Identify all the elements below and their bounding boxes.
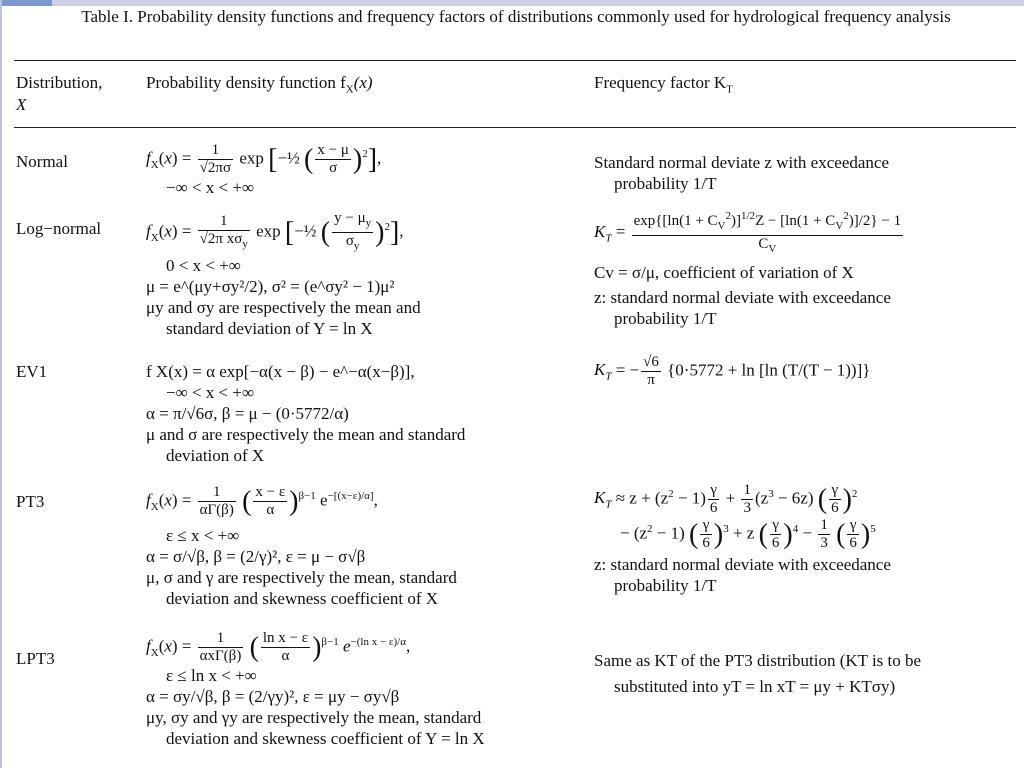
row-ev1-ff — [594, 354, 1014, 389]
pt3-pdf-line-1: ε ≤ x < +∞ — [166, 526, 240, 545]
ev1-pdf-line-5: deviation of X — [166, 446, 265, 465]
pt3-pdf-formula: $f_X(x)$ = $\frac{1}{\alpha\Gamma(\beta)}$ ( $\frac{x - \varepsilon}{\alpha}$ )$^{\beta-1}$ $e^{-[(x-\varepsilon)/\alpha]}$, — [146, 484, 378, 518]
left-bar — [0, 0, 2, 768]
lpt3-pdf-line-4: deviation and skewness coefficient of Y = ln X — [166, 729, 485, 748]
header-ff-label: Frequency factor K — [594, 73, 727, 92]
normal-ff-line-2: probability 1/T — [614, 174, 717, 193]
ev1-pdf-line-2: −∞ < x < +∞ — [166, 383, 255, 402]
lognormal-pdf-line-4: standard deviation of Y = ln X — [166, 319, 373, 338]
header-pdf-sub: X — [345, 83, 354, 96]
pt3-ff-line-1: z: standard normal deviate with exceedance — [594, 555, 891, 574]
ev1-pdf-line-3: α = π/√6σ, β = μ − (0·5772/α) — [146, 404, 349, 423]
top-rule — [14, 60, 1016, 61]
header-pdf — [146, 72, 373, 100]
lognormal-pdf-line-3: μy and σy are respectively the mean and — [146, 298, 421, 317]
row-lpt3-ff — [594, 648, 1014, 700]
lpt3-ff-line-2: substituted into yT = ln xT = μy + KTσy) — [614, 677, 896, 696]
normal-pdf-formula: $f_X(x)$ = $\frac{1}{√2\pi\sigma}$ exp [−½ ( $\frac{x - \mu}{\sigma}$ )$^2$], — [146, 142, 382, 176]
row-lognormal-pdf — [146, 210, 586, 339]
normal-pdf-line-1: −∞ < x < +∞ — [166, 178, 255, 197]
header-pdf-label: Probability density function f — [146, 73, 346, 92]
table-caption: Table I. Probability density functions and frequency factors of distributions commonly used for hydrological frequency analysis — [81, 7, 951, 26]
lpt3-ff-line-1: Same as KT of the PT3 distribution (KT is to be — [594, 651, 922, 670]
header-pdf-arg: (x) — [353, 73, 373, 92]
lpt3-pdf-line-2: α = σy/√β, β = (2/γy)², ε = μy − σy√β — [146, 687, 400, 706]
header-rule — [14, 127, 1016, 128]
pt3-ff-line-2: probability 1/T — [614, 576, 717, 595]
row-normal-name: Normal — [16, 152, 68, 171]
header-ff — [594, 72, 733, 100]
lpt3-pdf-formula: $f_X(x)$ = $\frac{1}{\text{αxΓ(β)}}$ ( $\frac{\text{ln x − ε}}{\alpha}$ )$^{\beta-1}$ $e^{-(ln x - \varepsilon)/\alpha}$, — [146, 630, 411, 664]
pt3-pdf-line-3: μ, σ and γ are respectively the mean, standard — [146, 568, 457, 587]
pt3-pdf-line-4: deviation and skewness coefficient of X — [166, 589, 439, 608]
row-ev1-pdf — [146, 361, 586, 466]
lognormal-pdf-line-2: μ = e^(μy+σy²/2), σ² = (e^σy² − 1)μ² — [146, 277, 395, 296]
row-lognormal-name: Log−normal — [16, 219, 102, 238]
ev1-pdf-line-1: f X(x) = α exp[−α(x − β) − e^−α(x−β)], — [146, 362, 415, 381]
row-lpt3-name: LPT3 — [16, 649, 55, 668]
row-normal-pdf — [146, 142, 586, 198]
pt3-ff-formula-2: − $(z^2 - 1)$ ( $\frac{\gamma}{6}$ )$^3$ + z ( $\frac{\gamma}{6}$ )$^4$ − $\frac{1}{3}$ ( $\frac{\gamma}{6}$ )$^5$ — [620, 517, 876, 551]
row-pt3-name: PT3 — [16, 492, 45, 511]
row-lpt3-pdf — [146, 630, 586, 749]
lognormal-ff-line-2: z: standard normal deviate with exceedance — [594, 288, 891, 307]
pt3-pdf-line-2: α = σ/√β, β = (2/γ)², ε = μ − σ√β — [146, 547, 366, 566]
lognormal-pdf-line-1: 0 < x < +∞ — [166, 256, 241, 275]
header-distribution — [16, 72, 102, 116]
row-pt3-ff — [594, 482, 1014, 596]
lpt3-pdf-line-1: ε ≤ ln x < +∞ — [166, 666, 257, 685]
ev1-pdf-line-4: μ and σ are respectively the mean and standard — [146, 425, 466, 444]
header-ff-sub: T — [726, 83, 733, 96]
row-normal-ff — [594, 152, 1014, 194]
lognormal-ff-line-1: Cv = σ/μ, coefficient of variation of X — [594, 263, 854, 282]
header-distribution-l1: Distribution, — [16, 73, 103, 92]
header-distribution-l2: X — [16, 95, 27, 114]
pt3-ff-formula-1: $K_T \approx z + (z^2 - 1)$ $\frac{\gamma}{6}$ + $\frac{1}{3}$ $(z^3 - 6z)$ ( $\frac{\gamma}{6}$ )$^2$ — [594, 482, 858, 516]
lpt3-pdf-line-3: μy, σy and γy are respectively the mean, standard — [146, 708, 482, 727]
normal-ff-line-1: Standard normal deviate z with exceedance — [594, 153, 890, 172]
lognormal-ff-formula: $K_T$ = $\frac{\exp\{[\ln(1 + C_V^2)]^{1/2}Z - [\ln(1 + C_V^2)]/2\} - 1}{C_V}$ — [594, 210, 902, 255]
row-lognormal-ff — [594, 208, 1014, 329]
ev1-ff-formula: $K_T$ = − $\frac{√6}{\pi}$ {0·5772 + ln [ln (T/(T − 1))]} — [594, 354, 871, 388]
lognormal-ff-line-3: probability 1/T — [614, 309, 717, 328]
ev1-ff-line-1: {0·5772 + ln [ln (T/(T − 1))]} — [667, 360, 871, 380]
lognormal-pdf-formula: $f_X(x)$ = $\frac{1}{√2\pi x\sigma_y}$ exp [−½ ( $\frac{y - \mu_y}{\sigma_y}$ )$^2$], — [146, 210, 404, 252]
row-ev1-name: EV1 — [16, 362, 48, 381]
row-pt3-pdf — [146, 484, 586, 609]
